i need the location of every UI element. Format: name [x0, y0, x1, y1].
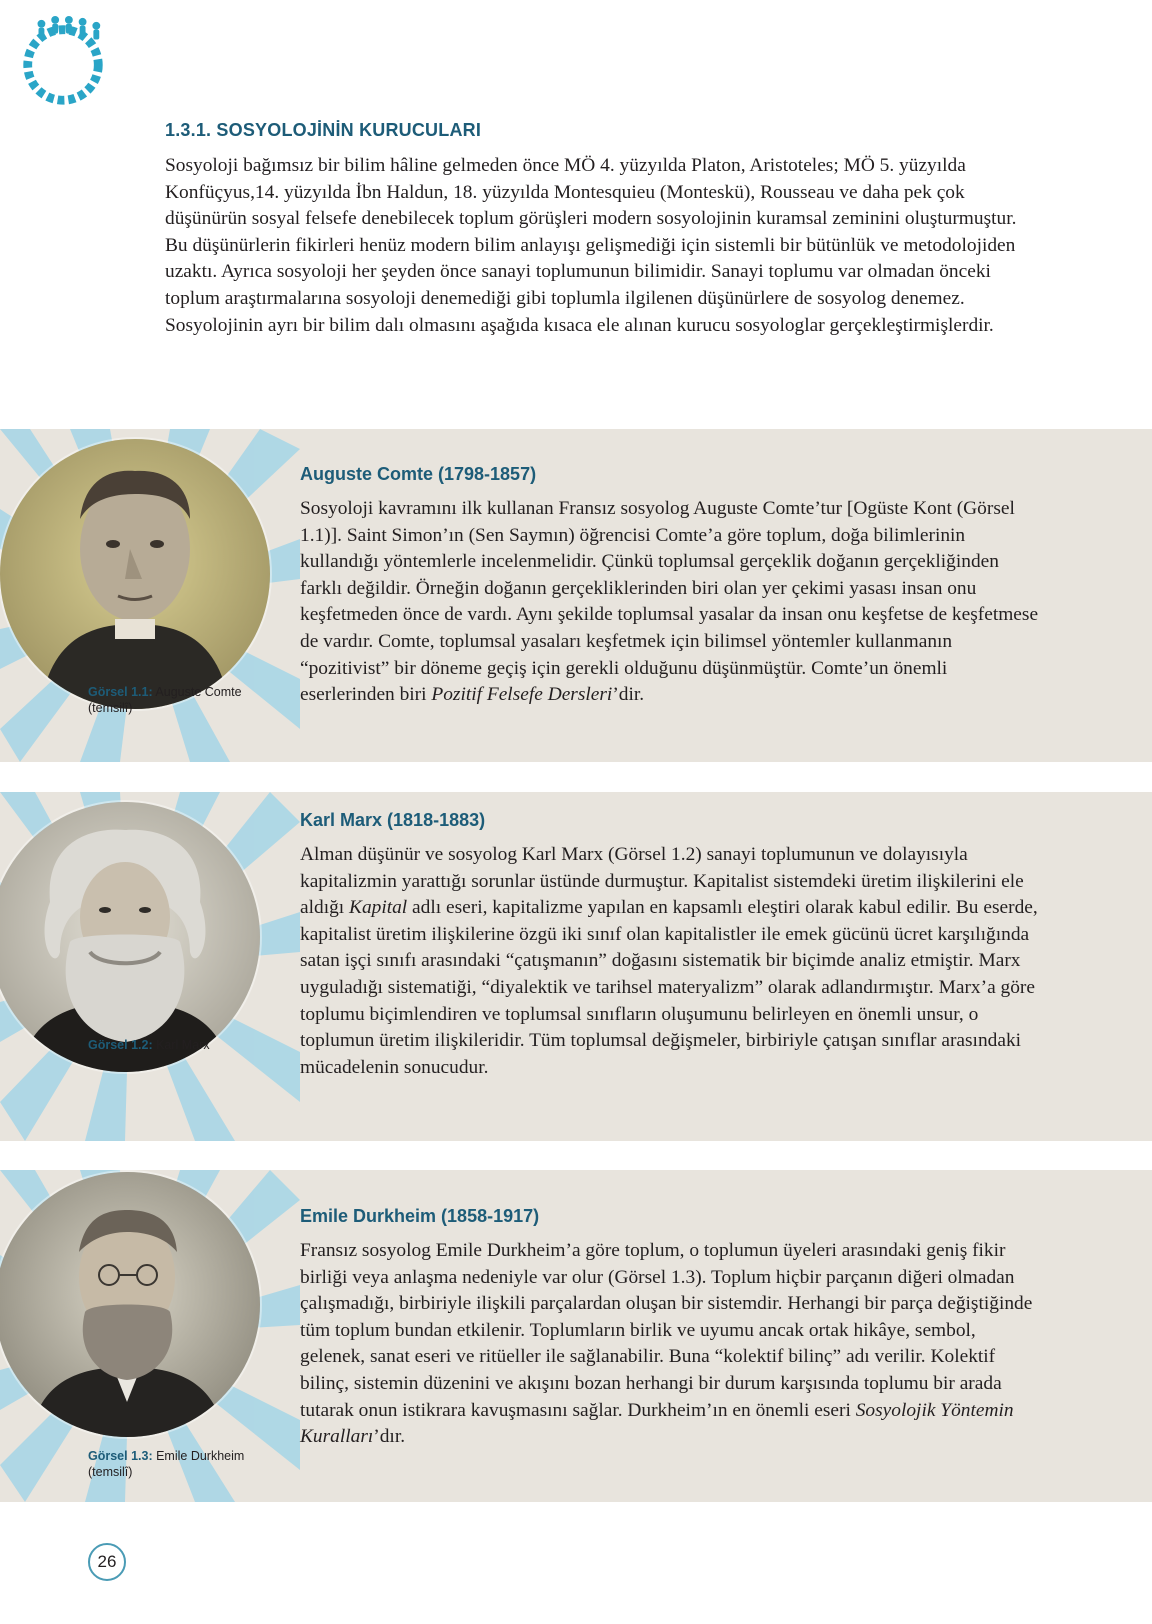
marx-portrait	[0, 802, 260, 1072]
marx-title: Karl Marx (1818-1883)	[300, 810, 486, 830]
comte-title: Auguste Comte (1798-1857)	[300, 464, 537, 484]
caption-label: Görsel 1.3:	[88, 1449, 153, 1463]
comte-text	[300, 496, 1040, 709]
marx-text	[300, 842, 1040, 1081]
caption-text: Emile Durkheim	[152, 1449, 245, 1463]
comte-panel	[0, 429, 1152, 762]
durkheim-text	[300, 1238, 1040, 1451]
text-part: adlı eseri, kapitalizme yapılan en kapsamlı eleştiri olarak kabul edilir. Bu eserde, kapitalist üretim ilişkilerine özgü iki sınıf olan kapitalistler ile emek gücünü ücret karşılığında satan işçi sınıfı arasındaki “çatışmanın” doğasını sistematik bir biçimde analiz etmiştir. Marx uyguladığı sistematiği, “diyalektik ve tarihsel materyalizm” olarak adlandırmıştır. Marx’a göre toplumu biçimlendiren ve toplumsal sınıfların oluşumunu belirleyen en önemli unsur, o toplumun üretim ilişkileridir. Tüm toplumsal değişmeler, birbiriyle çatışan sınıflar arasındaki mücadelenin sonucudur.	[300, 897, 1038, 1078]
caption-note: (temsilî)	[88, 701, 133, 715]
caption-text: Auguste Comte	[152, 685, 242, 699]
page-number: 26	[88, 1543, 126, 1581]
intro-paragraph: Sosyoloji bağımsız bir bilim hâline gelmeden önce MÖ 4. yüzyılda Platon, Aristoteles; MÖ 5. yüzyılda Konfüçyus,14. yüzyılda İbn Haldun, 18. yüzyılda Montesquieu (Monteskü), Rousseau ve daha pek çok düşünürün sosyal felsefe denebilecek toplum görüşleri modern sosyolojinin kuramsal zeminini oluşturmuştur. Bu düşünürlerin fikirleri henüz modern bilim anlayışı gelişmediği için sistemli bir bütünlük ve metodolojiden uzaktı. Ayrıca sosyoloji her şeyden önce sanayi toplumunun bilimidir. Sanayi toplumu var olmadan önceki toplum araştırmalarına sosyoloji denemediği gibi toplumla ilgilenen düşünürlere de sosyolog denemez. Sosyolojinin ayrı bir bilim dalı olmasını aşağıda kısaca ele alınan kurucu sosyologlar gerçekleştirmişlerdir.	[165, 155, 1017, 336]
section-title: 1.3.1. SOSYOLOJİNİN KURUCULARI	[165, 120, 482, 140]
text-part: ’dır.	[373, 1426, 406, 1448]
text-part: Fransız sosyolog Emile Durkheim’a göre toplum, o toplumun üyeleri arasındaki geniş fikir birliği veya anlaşma nedeniyle var olur (Görsel 1.3). Toplum hiçbir parçanın diğeri olmadan çalışmadığı, birbiriyle ilişkili parçalardan oluşan bir sistemdir. Herhangi bir parça değiştiğinde tüm toplum bundan etkilenir. Toplumların birlik ve uyumu ancak ortak hikâye, sembol, gelenek, sanat eseri ve ritüeller ile sağlanabilir. Buna “kolektif bilinç” adı verilir. Kolektif bilinç, sistemin düzenini ve akışını bozan herhangi bir durum karşısında toplumu bir arada tutarak onun istikrara kavuşmasını sağlar. Durkheim’ın en önemli eseri	[300, 1240, 1033, 1421]
book-title: Sosyolojik Yöntemin Kuralları	[300, 1399, 1014, 1448]
caption-label: Görsel 1.2:	[88, 1038, 153, 1052]
comte-portrait	[0, 439, 270, 709]
marx-caption	[88, 1037, 210, 1053]
text-part: Alman düşünür ve sosyolog Karl Marx (Görsel 1.2) sanayi toplumunun ve dolayısıyla kapitalizmin yarattığı sorunlar üstünde durmuştur. Kapitalist sistemdeki üretim ilişkilerini ele aldığı	[300, 844, 1024, 919]
comte-caption	[88, 684, 242, 716]
durkheim-title: Emile Durkheim (1858-1917)	[300, 1206, 540, 1226]
marx-panel	[0, 792, 1152, 1141]
text-part: ’dir.	[612, 684, 645, 706]
text-part: Sosyoloji kavramını ilk kullanan Fransız sosyolog Auguste Comte’tur [Ogüste Kont (Görsel 1.1)]. Saint Simon’ın (Sen Saymın) öğrencisi Comte’a göre toplum, doğa bilimlerinin kullandığı yöntemlerle incelenmelidir. Çünkü toplumsal gerçeklik doğanın gerçekliğinden farklı değildir. Örneğin doğanın gerçekliklerinden biri olan yer çekimi yasası insan onu keşfetmeden önce de vardı. Aynı şekilde toplumsal yasalar da insan onu keşfetse de keşfetmese de vardır. Comte, toplumsal yasaları keşfetmek için bilimsel yöntemler kullanmanın “pozitivist” bir döneme geçiş için gerekli olduğunu düşünmüştür. Comte’un önemli eserlerinden biri	[300, 498, 1039, 706]
durkheim-portrait	[0, 1172, 260, 1437]
durkheim-caption	[88, 1448, 244, 1480]
caption-text: Karl Marx	[152, 1038, 210, 1052]
people-gear-logo-icon	[14, 14, 112, 112]
book-title: Pozitif Felsefe Dersleri	[431, 684, 613, 706]
book-title: Kapital	[349, 897, 408, 919]
durkheim-panel	[0, 1170, 1152, 1502]
caption-note: (temsilî)	[88, 1465, 133, 1479]
caption-label: Görsel 1.1:	[88, 685, 153, 699]
